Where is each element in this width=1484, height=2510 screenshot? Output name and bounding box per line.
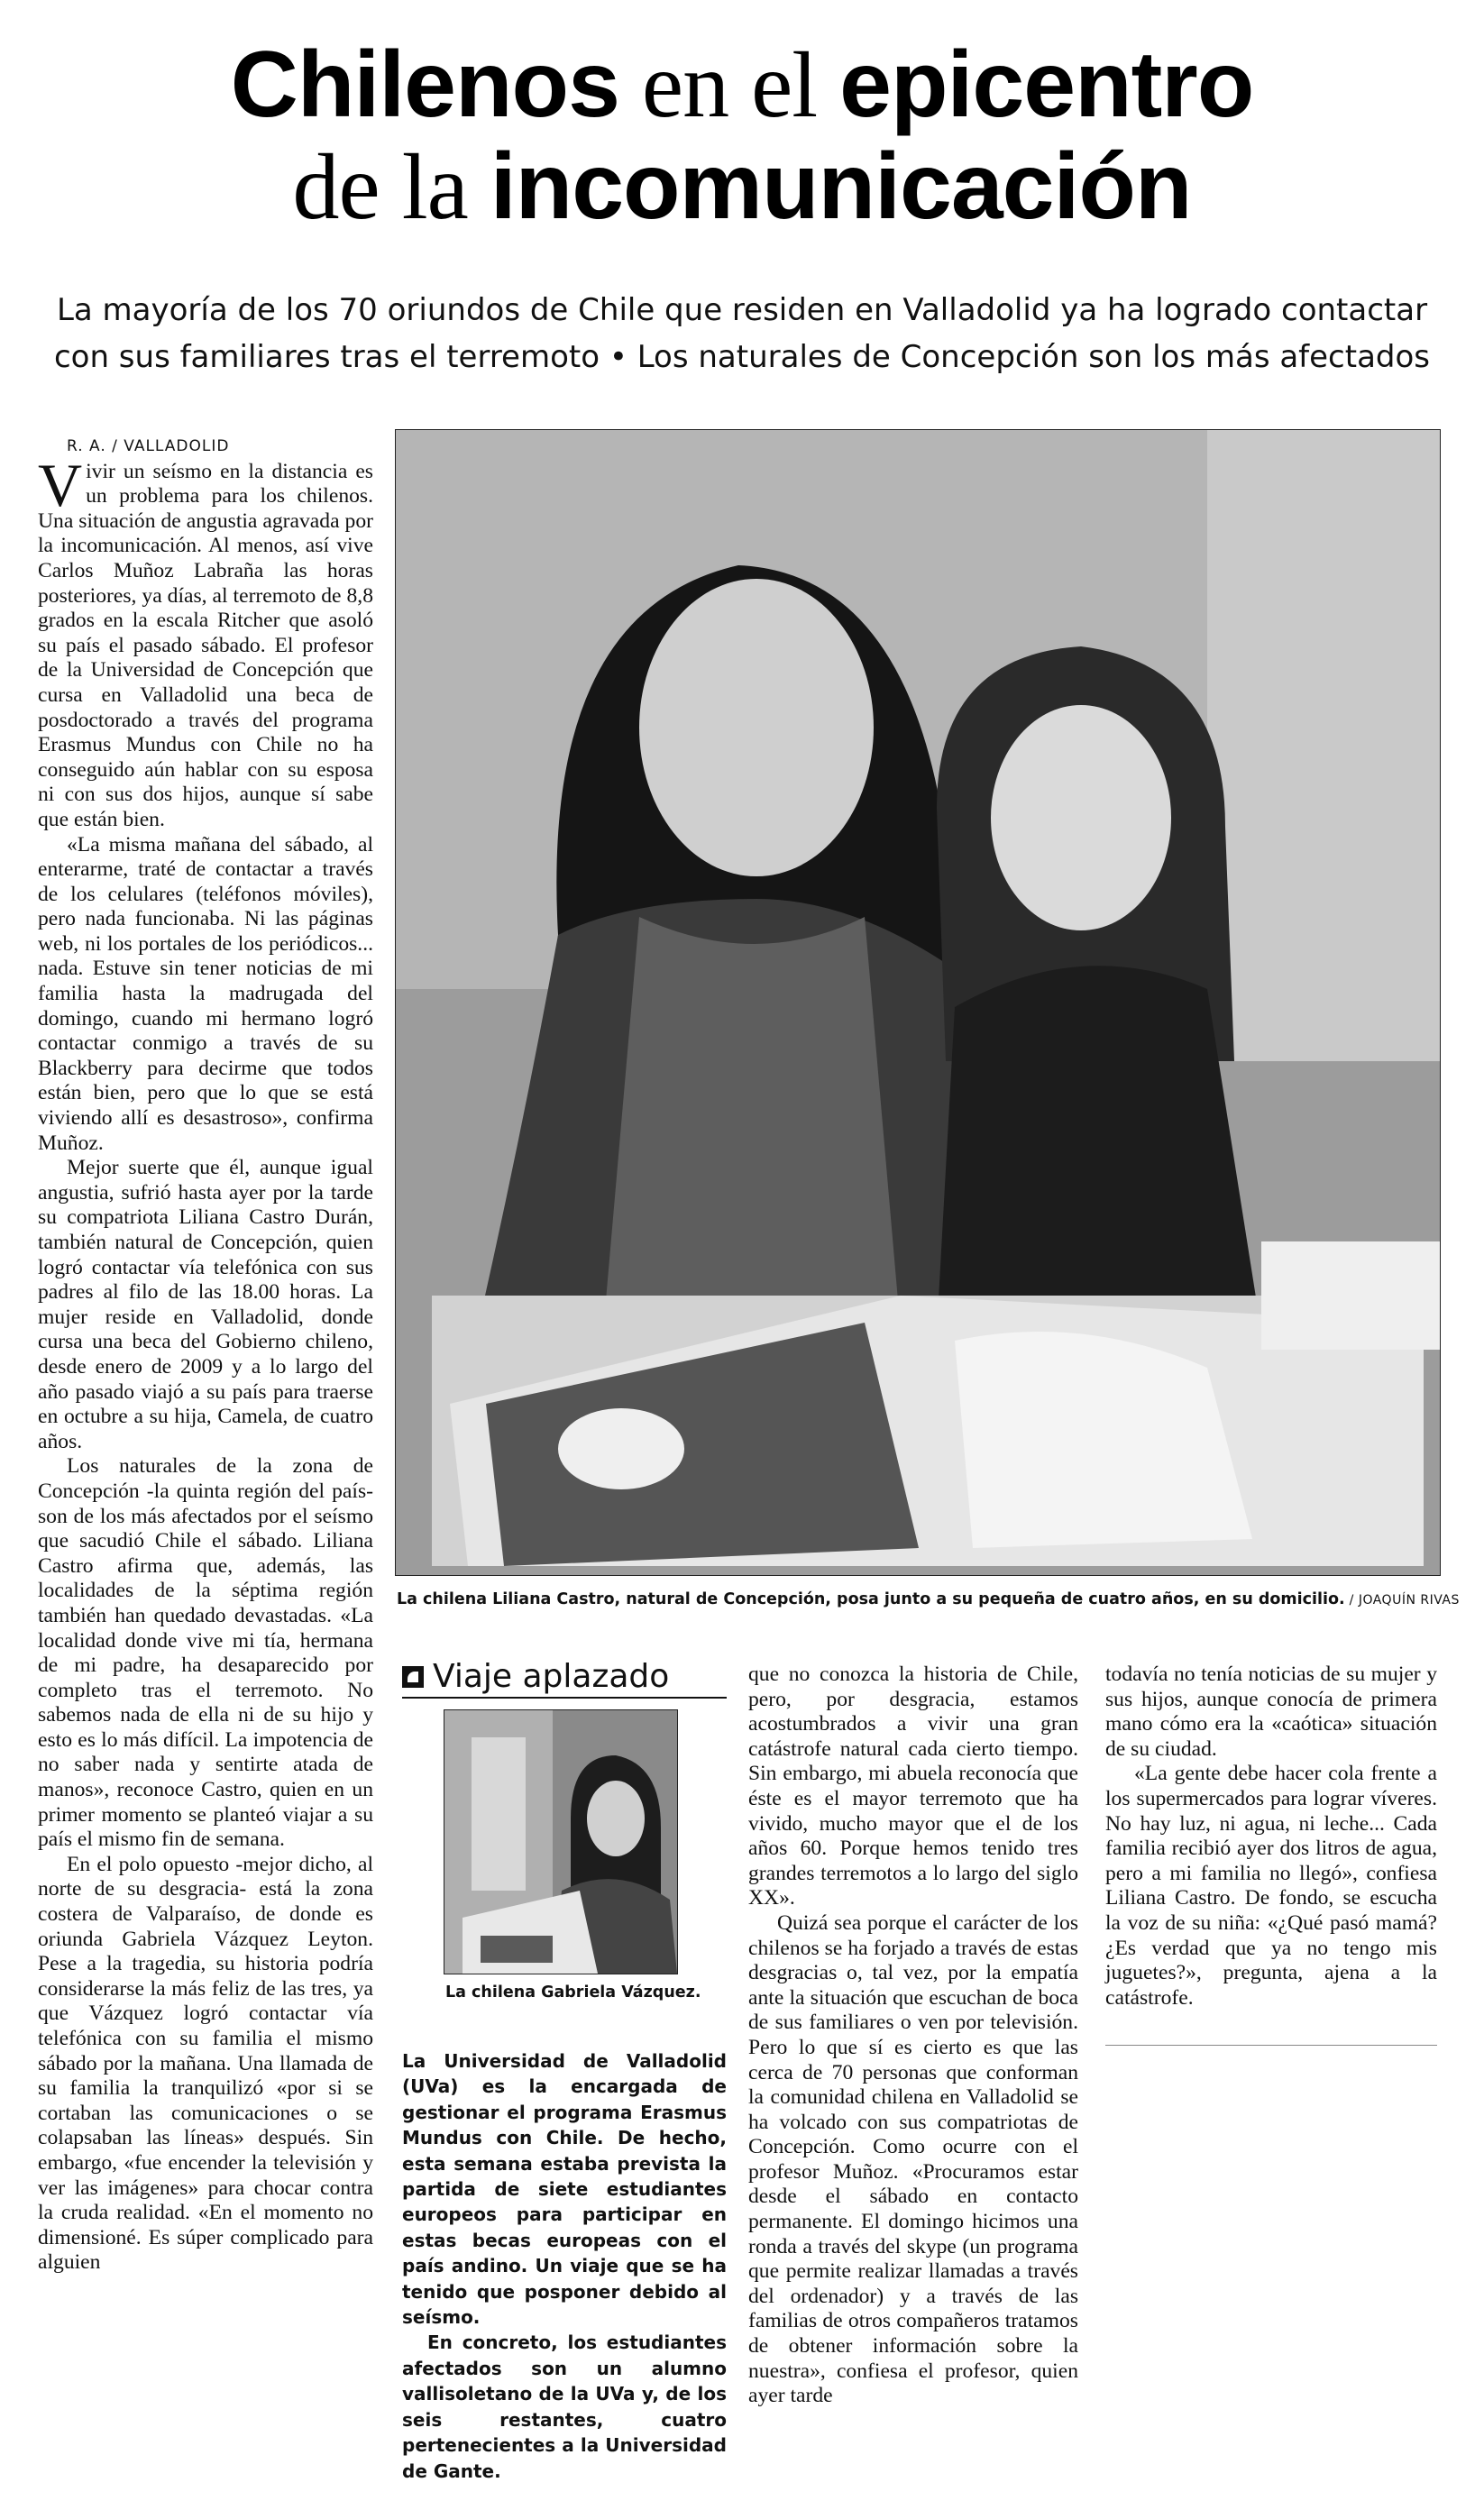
article-paragraph: Quizá sea porque el carácter de los chilenos se ha forjado a través de estas desgracias o, tal vez, por la empatía ante la situación que escuchan de boca de sus familiares o ven por televisión. Pero lo que sí es cierto es que las cerca de 70 personas que conforman la comunidad chilena en Valladolid se ha volcado con sus compatriotas de Concepción. Como ocurre con el profesor Muñoz. «Procuramos estar desde el sábado en contacto permanente. El domingo hicimos una ronda a través del skype (un programa que permite realizar llamadas a través del ordenador) y a través de las familias de otros compañeros tratamos de obtener información sobre la nuestra», confiesa el profesor, quien ayer tarde (748, 1910, 1078, 2408)
photo-woman-illustration (444, 1710, 677, 1974)
article-paragraph: que no conozca la historia de Chile, pero, por desgracia, estamos acostumbrados a vivir una gran catástrofe natural cada cierto tiempo. Sin embargo, mi abuela reconocía que éste es el mayor terremoto que ha vivido, mucho mayor que el de los años 60. Porque hemos tenido tres grandes terremotos a lo largo del siglo XX». (748, 1663, 1078, 1910)
drop-cap: V (38, 450, 83, 519)
article-paragraph: «La misma mañana del sábado, al enterarme, traté de contactar a través de los celulares (teléfonos móviles), pero nada funcionaba. Ni las páginas web, ni los portales de los periódicos... nada. Estuve sin tener noticias de mi familia hasta la madrugada del domingo, cuando mi hermano logró contactar conmigo a través de su Blackberry para decirme que todos están bien, pero que lo que se está viviendo allí es desastroso», confirma Muñoz. (38, 832, 373, 1155)
byline: R. A. / VALLADOLID (67, 437, 230, 455)
subheadline-line-1: La mayoría de los 70 oriundos de Chile que residen en Valladolid ya ha logrado contactar (56, 292, 1428, 328)
section-marker-icon (402, 1666, 424, 1688)
article-column-4 (1105, 1663, 1437, 2011)
article-column-3 (748, 1663, 1078, 2409)
article-paragraph: Los naturales de la zona de Concepción -la quinta región del país- son de los más afectados por el seísmo que sacudió Chile el sábado. Liliana Castro afirma que, además, las localidades de la séptima región también han quedado devastadas. «La localidad donde vive mi tía, hermana de mi padre, ha desaparecido por completo tras el terremoto. No sabemos nada de ella ni de su hijo y esto es lo más difícil. La impotencia de no saber nada y sentirte atada de manos», reconoce Castro, quien en un primer momento se planteó viajar a su país el mismo fin de semana. (38, 1454, 373, 1852)
photo-mother-daughter-illustration (396, 430, 1440, 1575)
sidebar-paragraph: En concreto, los estudiantes afectados son un alumno vallisoletano de la UVa y, de los seis restantes, cuatro pertenecientes a la Universidad de Gante. (402, 2331, 727, 2482)
photo-credit: / JOAQUÍN RIVAS (1344, 1593, 1460, 1608)
sidebar-box (402, 1657, 727, 2482)
sidebar-title: Viaje aplazado (402, 1657, 727, 1699)
sidebar-photo (444, 1709, 678, 1974)
article-paragraph: Mejor suerte que él, aunque igual angustia, sufrió hasta ayer por la tarde su compatriota Liliana Castro Durán, también natural de Concepción, quien logró contactar vía telefónica con sus padres al filo de las 18.00 horas. La mujer reside en Valladolid, donde cursa una beca del Gobierno chileno, desde enero de 2009 y a lo largo del año pasado viajó a su país para traerse en octubre a su hija, Camela, de cuatro años. (38, 1156, 373, 1453)
subheadline (36, 287, 1448, 380)
article-paragraph: «La gente debe hacer cola frente a los supermercados para lograr víveres. No hay luz, ni agua, ni leche... Cada familia recibió ayer dos litros de agua, pero a mi familia no llegó», confiesa Liliana Castro. De fondo, se escucha la voz de su niña: «¿Qué pasó mamá? ¿Es verdad que ya no tengo mis juguetes?», pregunta, ajena a la catástrofe. (1105, 1762, 1437, 2010)
sidebar-paragraph: La Universidad de Valladolid (UVa) es la encargada de gestionar el programa Erasmus Mundus con Chile. De hecho, esta semana estaba prevista la partida de siete estudiantes europeos para participar en estas becas europeas con el país andino. Un viaje que se ha tenido que posponer debido al seísmo. (402, 2050, 727, 2329)
main-photo-caption: La chilena Liliana Castro, natural de Concepción, posa junto a su pequeña de cuatro años, en su domicilio. / JOAQUÍN RIVAS (397, 1590, 1460, 1608)
article-paragraph: En el polo opuesto -mejor dicho, al norte de su desgracia- está la zona costera de Valparaíso, de donde es oriunda Gabriela Vázquez Leyton. Pese a la tragedia, su historia podría considerarse la más feliz de las tres, ya que Vázquez logró contactar vía telefónica con su familia el mismo sábado por la mañana. Una llamada de su familia la tranquilizó «por si se cortaban las comunicaciones o se colapsaban las líneas» después. Sin embargo, «fue encender la televisión y ver las imágenes» para chocar contra la cruda realidad. «En el momento no dimensioné. Es súper complicado para alguien (38, 1852, 373, 2275)
headline-line-2: de la incomunicación (292, 134, 1192, 239)
headline (36, 34, 1448, 238)
subheadline-line-2: con sus familiares tras el terremoto • Los naturales de Concepción son los más afectados (53, 339, 1431, 375)
article-column-1 (38, 435, 373, 2276)
sidebar-text (402, 2048, 727, 2484)
article-paragraph: Vivir un seísmo en la distancia es un problema para los chilenos. Una situación de angustia agravada por la incomunicación. Al menos, así vive Carlos Muñoz Labraña las horas posteriores, ya días, al terremoto de 8,8 grados en la escala Ritcher que asoló su país el pasado sábado. El profesor de la Universidad de Concepción que cursa en Valladolid una beca de posdoctorado a través del programa Erasmus Mundus con Chile no ha conseguido aún hablar con su esposa ni con sus dos hijos, aunque sí sabe que están bien. (38, 450, 373, 831)
article-paragraph: todavía no tenía noticias de su mujer y sus hijos, aunque conocía de primera mano cómo era la «caótica» situación de su ciudad. (1105, 1663, 1437, 1761)
sidebar-photo-caption: La chilena Gabriela Vázquez. (445, 1983, 701, 2002)
main-photo (395, 429, 1441, 1576)
article-end-rule (1105, 2045, 1437, 2046)
headline-line-1: Chilenos en el epicentro (230, 32, 1254, 137)
